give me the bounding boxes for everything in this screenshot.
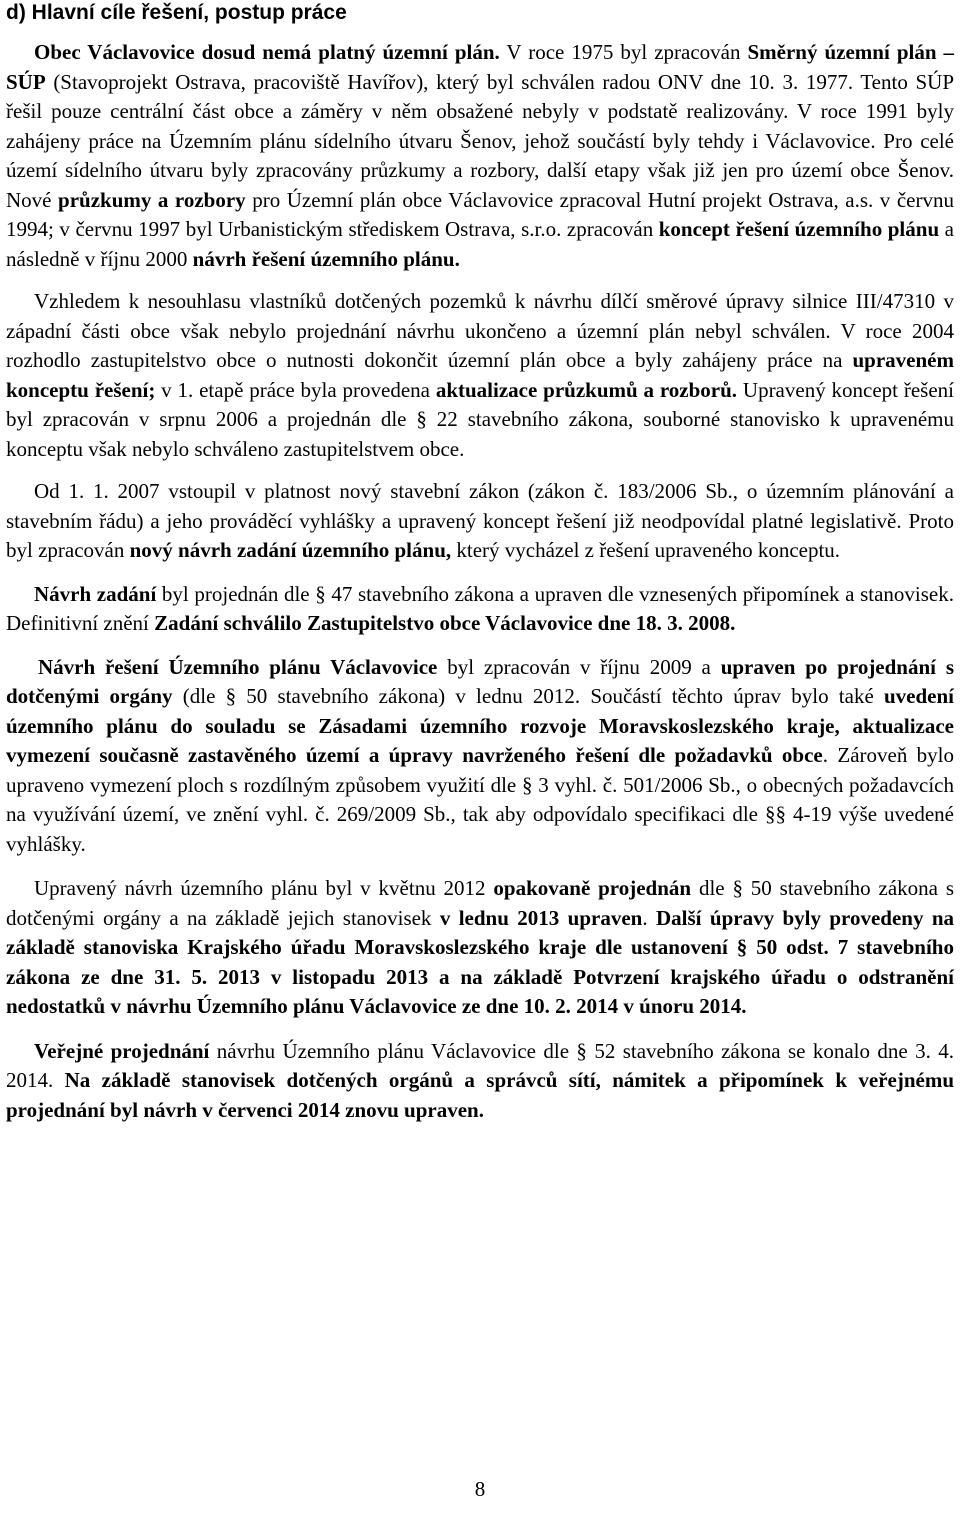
document-page <box>6 0 954 1125</box>
text-run: který vycházel z řešení upraveného konceptu. <box>451 538 841 562</box>
bold-text-run: v lednu 2013 upraven <box>439 905 643 930</box>
paragraph-3 <box>6 477 954 566</box>
paragraph-5 <box>6 653 954 860</box>
text-run: Upravený návrh územního plánu byl v květnu 2012 <box>34 876 494 900</box>
bold-text-run: Další úpravy byly provedeny na základě stanoviska Krajského úřadu Moravskoslezského kraje dle ustanovení § 50 odst. 7 stavebního zákona ze dne 31. 5. 2013 v listopadu 2013 a na základě Potvrzení krajského úřadu o odstranění nedostatků v návrhu Územního plánu Václavovice ze dne 10. 2. 2014 v únoru 2014. <box>6 905 955 1018</box>
text-run: byl zpracován v říjnu 2009 a <box>437 654 721 679</box>
text-run: . <box>642 905 656 930</box>
bold-text-run: průzkumy a rozbory <box>58 187 246 212</box>
bold-text-run: Návrh řešení Územního plánu Václavovice <box>38 654 438 679</box>
section-heading: d) Hlavní cíle řešení, postup práce <box>6 1 347 24</box>
bold-text-run: návrh řešení územního plánu. <box>192 246 460 271</box>
bold-text-run: Zadání schválilo Zastupitelstvo obce Václavovice dne 18. 3. 2008. <box>154 611 736 635</box>
bold-text-run: nový návrh zadání územního plánu, <box>129 538 452 562</box>
text-run: v 1. etapě práce byla provedena <box>155 377 436 402</box>
paragraph-7 <box>6 1037 954 1126</box>
text-run: pro Územní plán obce Václavovice zpracoval Hutní projekt Ostrava, a.s. v červnu 1994; v červnu 1997 byl Urbanistickým střediskem Ostrava, s.r.o. zpracován <box>6 187 954 241</box>
text-run: (dle § 50 stavebního zákona) v lednu 2012. Součástí těchto úprav bylo také <box>172 684 884 708</box>
paragraph-2 <box>6 287 954 464</box>
text-run: Vzhledem k nesouhlasu vlastníků dotčených pozemků k návrhu dílčí směrové úpravy silnice III/47310 v západní části obce však nebylo projednání návrhu ukončeno a územní plán nebyl schválen. V roce 2004 rozhodlo zastupitelstvo obce o nutnosti dokončit územní plán obce a byly zahájeny práce na <box>6 289 954 372</box>
text-run: dle § 50 stavebního zákona s dotčenými orgány a na základě jejich stanovisek <box>6 876 954 930</box>
bold-text-run: Návrh zadání <box>34 581 157 606</box>
text-run: V roce 1975 byl zpracován <box>499 40 748 64</box>
bold-text-run: opakovaně projednán <box>493 876 692 900</box>
bold-text-run: uvedení územního plánu do souladu se Zásadami územního rozvoje Moravskoslezského kraje, aktualizace vymezení současně zastavěného území a úpravy navrženého řešení dle požadavků obce <box>6 684 954 767</box>
text-run: (Stavoprojekt Ostrava, pracoviště Havířov), který byl schválen radou ONV dne 10. 3. 1977. Tento SÚP řešil pouze centrální část obce a záměry v něm obsažené nebyly v podstatě realizovány. V roce 1991 byly zahájeny práce na Územním plánu sídelního útvaru Šenov, jehož součástí byly tehdy i Václavovice. Pro celé území sídelního útvaru byly zpracovány průzkumy a rozbory, další etapy však již jen pro území obce Šenov. Nové <box>6 69 954 212</box>
bold-text-run: koncept řešení územního plánu <box>658 217 940 241</box>
text-run: a následně v říjnu 2000 <box>6 217 955 271</box>
text-run: Upravený koncept řešení byl zpracován v srpnu 2006 a projednán dle § 22 stavebního zákona, souborné stanovisko k upravenému konceptu však nebylo schváleno zastupitelstvem obce. <box>6 377 954 461</box>
bold-text-run: upraveném konceptu řešení; <box>6 348 954 402</box>
paragraph-4 <box>6 580 954 639</box>
paragraph-6 <box>6 874 954 1022</box>
paragraph-1 <box>6 38 954 274</box>
bold-text-run: Na základě stanovisek dotčených orgánů a správců sítí, námitek a připomínek k veřejnému projednání byl návrh v červenci 2014 znovu upraven. <box>6 1068 955 1122</box>
text-run: Od 1. 1. 2007 vstoupil v platnost nový stavební zákon (zákon č. 183/2006 Sb., o územním plánování a stavebním řádu) a jeho prováděcí vyhlášky a upravený koncept řešení již neodpovídal platné legislativě. Proto byl zpracován <box>6 479 954 562</box>
bold-text-run: aktualizace průzkumů a rozborů. <box>435 377 738 402</box>
bold-text-run: upraven po projednání s dotčenými orgány <box>6 654 954 708</box>
text-run: . Zároveň bylo upraveno vymezení ploch s rozdílným způsobem využití dle § 3 vyhl. č. 501/2006 Sb., o obecných požadavcích na využívání území, ve znění vyhl. č. 269/2009 Sb., tak aby odpovídalo specifikaci dle §§ 4-19 výše uvedené vyhlášky. <box>6 743 955 856</box>
text-run: byl projednán dle § 47 stavebního zákona a upraven dle vznesených připomínek a stanovisek. Definitivní znění <box>6 581 955 635</box>
bold-text-run: Směrný územní plán – SÚP <box>6 40 955 94</box>
bold-text-run: Obec Václavovice dosud nemá platný územní plán. <box>34 40 500 64</box>
bold-text-run: Veřejné projednání <box>34 1038 210 1063</box>
page-number: 8 <box>474 1477 486 1501</box>
text-run: návrhu Územního plánu Václavovice dle § 52 stavebního zákona se konalo dne 3. 4. 2014. <box>6 1038 955 1092</box>
